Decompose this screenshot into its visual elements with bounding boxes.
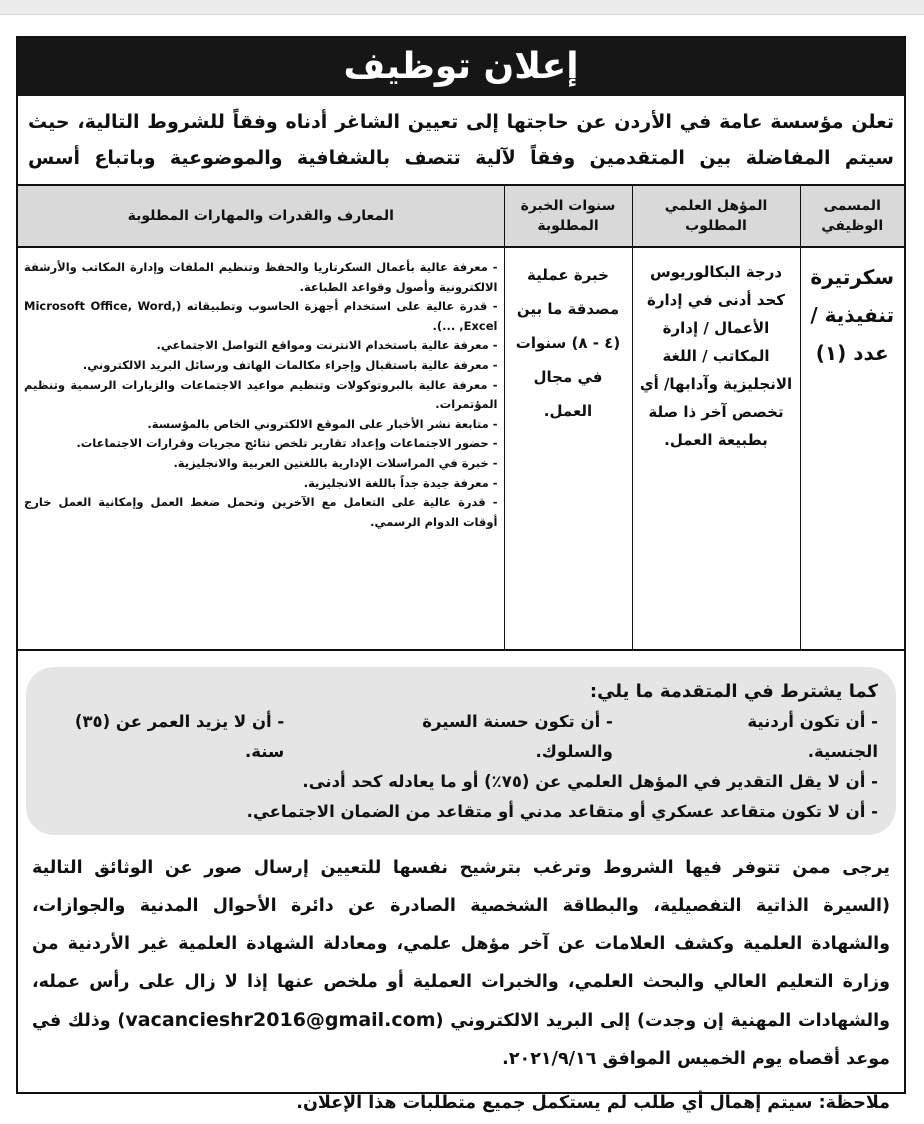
cell-experience: خبرة عملية مصدقة ما بين (٤ - ٨) سنوات في مجال العمل. — [504, 247, 632, 649]
skills-list — [24, 258, 498, 532]
condition-retired: - أن لا تكون متقاعد عسكري أو متقاعد مدني أو متقاعد من الضمان الاجتماعي. — [247, 802, 878, 821]
conditions-line-2 — [44, 767, 878, 797]
header-qualification: المؤهل العلمي المطلوب — [632, 186, 800, 247]
table-header-row — [18, 186, 904, 247]
header-experience: سنوات الخبرة المطلوبة — [504, 186, 632, 247]
condition-conduct: - أن تكون حسنة السيرة والسلوك. — [354, 707, 613, 767]
skill-item: - خبرة في المراسلات الإدارية باللغتين العربية والانجليزية. — [24, 454, 498, 474]
skill-item: - حضور الاجتماعات وإعداد تقارير تلخص نتائج مجريات وقرارات الاجتماعات. — [24, 434, 498, 454]
skill-item: - معرفة عالية بأعمال السكرتاريا والحفظ وتنظيم الملفات وإدارة المكاتب والأرشفة الالكترونية وأصول وقواعد الطباعة. — [24, 258, 498, 297]
ad-intro: تعلن مؤسسة عامة في الأردن عن حاجتها إلى تعيين الشاغر أدناه وفقاً للشروط التالية، حيث سيتم المفاضلة بين المتقدمين وفقاً لآلية تتصف بالشفافية والموضوعية وباتباع أسس — [18, 96, 904, 186]
application-email: vacancieshr2016@gmail.com — [125, 1009, 436, 1031]
application-deadline: ) وذلك في موعد أقصاه يوم الخميس الموافق ٢٠٢١/٩/١٦. — [32, 1011, 890, 1069]
ad-note: ملاحظة: سيتم إهمال أي طلب لم يستكمل جميع متطلبات هذا الإعلان. — [296, 1093, 890, 1113]
skill-item: - معرفة عالية باستخدام الانترنت ومواقع التواصل الاجتماعي. — [24, 336, 498, 356]
skill-item: - معرفة جيدة جداً باللغة الانجليزية. — [24, 474, 498, 494]
cell-skills — [18, 247, 504, 649]
skill-item: - قدرة عالية على التعامل مع الآخرين وتحمل ضغط العمل وإمكانية العمل خارج أوقات الدوام الرسمي. — [24, 493, 498, 532]
page-top-band — [0, 0, 924, 15]
application-instructions — [18, 835, 904, 1082]
ad-title: إعلان توظيف — [18, 38, 904, 96]
table-row — [18, 247, 904, 649]
conditions-title: كما يشترط في المتقدمة ما يلي: — [589, 681, 878, 702]
conditions-box — [26, 667, 896, 835]
conditions-line-1 — [44, 707, 878, 767]
job-advertisement — [16, 36, 906, 1113]
application-text: يرجى ممن تتوفر فيها الشروط وترغب بترشيح نفسها للتعيين إرسال صور عن الوثائق التالية (السيرة الذاتية التفصيلية، والبطاقة الشخصية الصادرة عن دائرة الأحوال المدنية والجوازات، والشهادة العلمية وكشف العلامات عن آخر مؤهل علمي، ومعادلة الشهادة العلمية غير الأردنية من وزارة التعليم العالي والبحث العلمي، والخبرات العملية أو ملخص عنها إذا لا زال على رأس عمله، والشهادات المهنية إن وجدت) إلى البريد الالكتروني ( — [32, 858, 890, 1031]
table-bottom-divider — [18, 649, 904, 651]
header-job-title: المسمى الوظيفي — [800, 186, 904, 247]
skill-item: - متابعة نشر الأخبار على الموقع الالكتروني الخاص بالمؤسسة. — [24, 415, 498, 435]
skill-item: - معرفة عالية باستقبال وإجراء مكالمات الهاتف ورسائل البريد الالكتروني. — [24, 356, 498, 376]
conditions-line-3 — [44, 797, 878, 827]
condition-age: - أن لا يزيد العمر عن (٣٥) سنة. — [44, 707, 284, 767]
header-skills: المعارف والقدرات والمهارات المطلوبة — [18, 186, 504, 247]
cell-qualification: درجة البكالوريوس كحد أدنى في إدارة الأعمال / إدارة المكاتب / اللغة الانجليزية وآدابها/ أي تخصص آخر ذا صلة بطبيعة العمل. — [632, 247, 800, 649]
jobs-table — [18, 186, 904, 649]
condition-grade: - أن لا يقل التقدير في المؤهل العلمي عن (٧٥٪) أو ما يعادله كحد أدنى. — [302, 772, 878, 791]
skill-item: - قدرة عالية على استخدام أجهزة الحاسوب وتطبيقاته (Microsoft Office, Word, Excel, ...). — [24, 297, 498, 336]
skill-item: - معرفة عالية بالبروتوكولات وتنظيم مواعيد الاجتماعات والزيارات الرسمية وتنظيم المؤتمرات. — [24, 376, 498, 415]
cell-job-title: سكرتيرة تنفيذية / عدد (١) — [800, 247, 904, 649]
condition-nationality: - أن تكون أردنية الجنسية. — [683, 707, 878, 767]
